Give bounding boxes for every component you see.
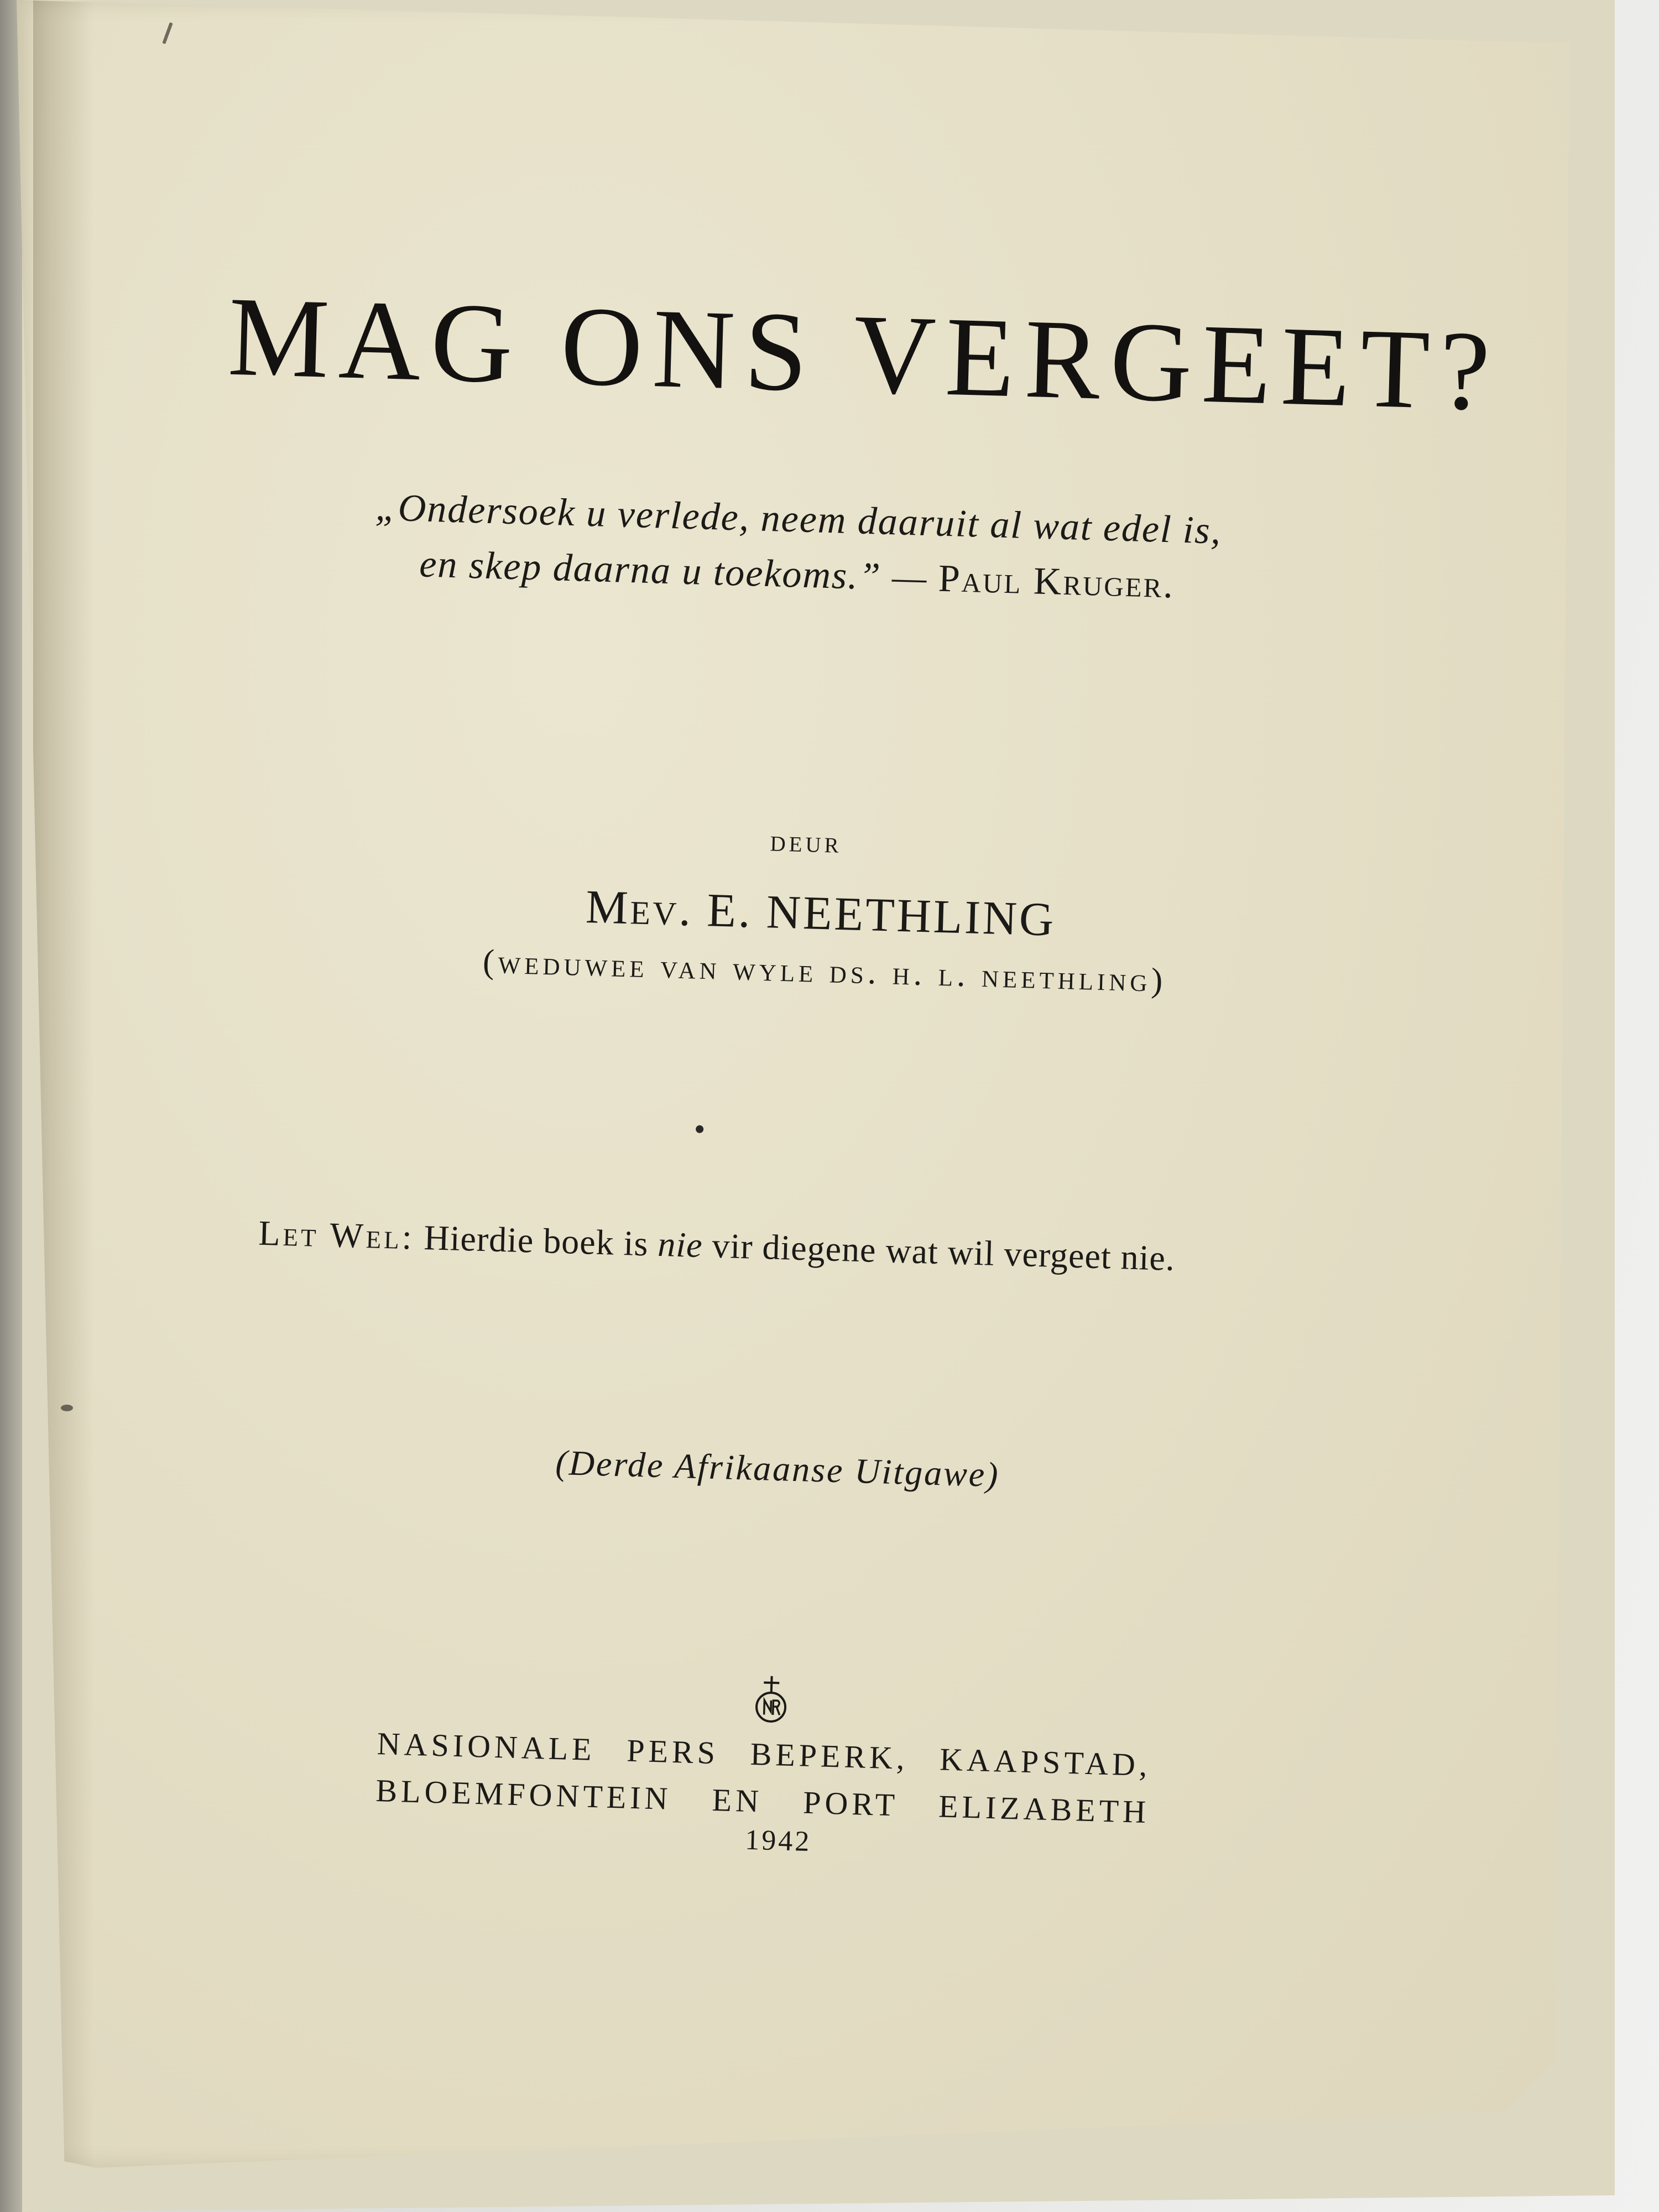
nasionale-pers-monogram-icon: [748, 1674, 794, 1725]
publisher-line-2: BLOEMFONTEIN EN PORT ELIZABETH: [375, 1772, 1150, 1830]
epigraph-attribution: Paul Kruger.: [937, 557, 1176, 607]
by-label: deur: [769, 823, 843, 860]
author-title: Mev.: [585, 880, 694, 936]
ornament-dot: [696, 1125, 703, 1133]
epigraph-line-2-text: en skep daarna u toekoms.” —: [419, 542, 939, 600]
note-text-after: vir diegene wat wil vergeet nie.: [702, 1225, 1176, 1279]
note-text-before: Hierdie boek is: [414, 1217, 659, 1264]
note-line: [258, 1213, 1310, 1283]
book-title: MAG ONS VERGEET?: [226, 273, 1502, 435]
author-description: (weduwee van wyle ds. h. l. neethling): [482, 942, 1167, 1000]
author-name: E. NEETHLING: [706, 883, 1057, 946]
publication-year: 1942: [744, 1824, 812, 1858]
author-line: [477, 876, 1164, 951]
note-emphasis: nie: [657, 1224, 703, 1265]
edition-label: (Derde Afrikaanse Uitgawe): [555, 1442, 1000, 1495]
note-label: Let Wel:: [258, 1213, 415, 1257]
epigraph-line-1: „Ondersoek u verlede, neem daaruit al wat edel is,: [374, 486, 1223, 552]
publisher-line-1: NASIONALE PERS BEPERK, KAAPSTAD,: [377, 1725, 1152, 1783]
